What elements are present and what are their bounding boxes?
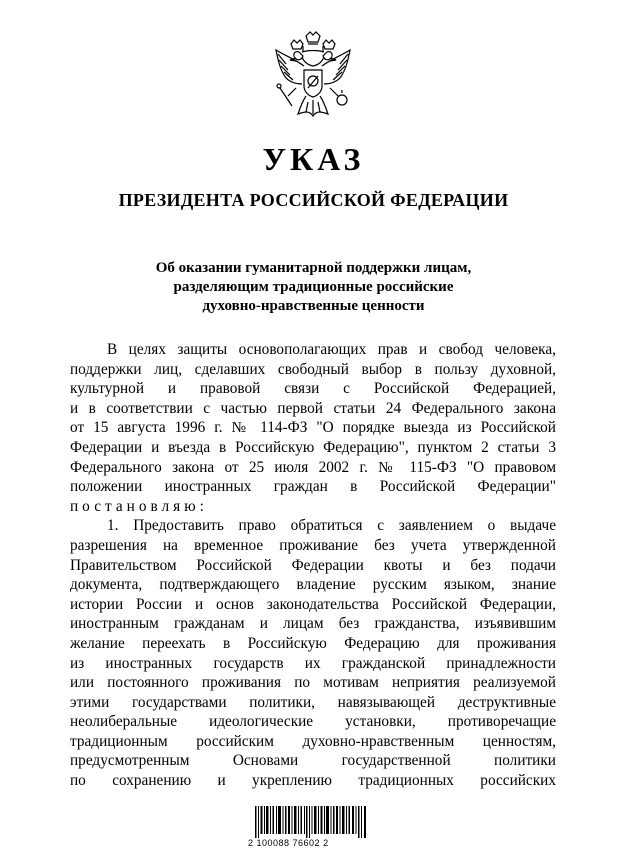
body-line: традиционным российским духовно-нравственным ценностям, (70, 732, 556, 750)
body-line-decree-word: постановляю: (70, 497, 208, 515)
body-line: разрешения на временное проживание без учета утвержденной (70, 536, 556, 554)
body-line: документа, подтверждающего владение русским языком, знание (70, 576, 556, 594)
heading-line: духовно-нравственные ценности (202, 298, 425, 314)
body-line: неолиберальные идеологические установки, противоречащие (70, 713, 556, 731)
body-line: этими государствами политики, навязывающей деструктивные (70, 693, 556, 711)
body-line: из иностранных государств их гражданской принадлежности (70, 654, 556, 672)
body-line: по сохранению и укреплению традиционных российских (70, 772, 556, 790)
document-subtitle: ПРЕЗИДЕНТА РОССИЙСКОЙ ФЕДЕРАЦИИ (118, 190, 509, 210)
coat-of-arms-icon (266, 30, 360, 128)
body-line: истории России и основ законодательства Российской Федерации, (70, 595, 556, 613)
barcode-number: 2 100088 76602 2 (248, 838, 329, 848)
body-line: и в соответствии с частью первой статьи 24 Федерального закона (70, 399, 556, 417)
body-line: иностранным гражданам и лицам без гражданства, изъявившим (70, 615, 556, 633)
body-line: или постоянного проживания по мотивам неприятия реализуемой (70, 674, 556, 692)
decree-heading (90, 259, 537, 316)
body-line: положении иностранных граждан в Российской Федерации" (70, 478, 556, 496)
document-title: УКАЗ (262, 141, 365, 177)
heading-line: разделяющим традиционные российские (173, 279, 454, 295)
body-line: от 15 августа 1996 г. № 114-ФЗ "О порядке выезда из Российской (70, 419, 556, 437)
body-line: предусмотренным Основами государственной политики (70, 752, 556, 770)
body-line: Федерации и въезда в Российскую Федерацию", пунктом 2 статьи 3 (70, 438, 556, 456)
body-line: культурной и правовой связи с Российской Федерацией, (70, 380, 556, 398)
heading-line: Об оказании гуманитарной поддержки лицам, (155, 260, 472, 276)
decree-body (70, 340, 556, 791)
body-line: 1. Предоставить право обратиться с заявлением о выдаче (107, 517, 556, 535)
body-line: поддержки лиц, сделавших свободный выбор в пользу духовной, (70, 360, 556, 378)
body-line: Правительством Российской Федерации квоты и без подачи (70, 556, 556, 574)
body-line: В целях защиты основополагающих прав и свобод человека, (107, 341, 556, 358)
body-line: желание переехать в Российскую Федерацию для проживания (70, 634, 556, 652)
body-line: Федерального закона от 25 июля 2002 г. № 115-ФЗ "О правовом (70, 458, 556, 476)
